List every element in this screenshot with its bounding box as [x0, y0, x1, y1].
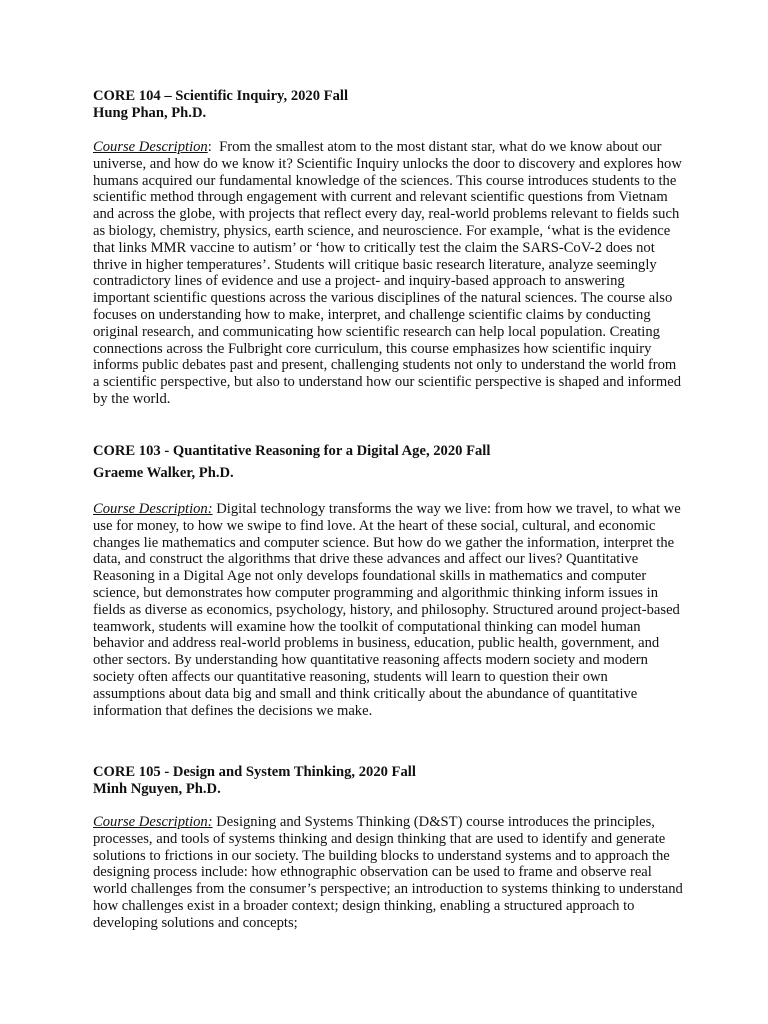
course-description-separator: :	[207, 139, 220, 155]
course-title: CORE 103 - Quantitative Reasoning for a Digital Age, 2020 Fall	[93, 443, 491, 459]
course-description-text: Designing and Systems Thinking (D&ST) course introduces the principles, processes, and tools of systems thinking and design thinking that are used to identify and generate solutions to frictions in our society. The building blocks to understand systems and to approach the designing process include: how ethnographic observation can be used to frame and observe real world challenges from the consumer’s perspective; an introduction to systems thinking to understand how challenges exist in a broader context; design thinking, enabling a structured approach to developing solutions and concepts;	[93, 814, 683, 931]
course-section	[93, 443, 683, 719]
course-description-text: Digital technology transforms the way we live: from how we travel, to what we use for money, to how we swipe to find love. At the heart of these social, cultural, and economic changes lie mathematics and computer science. But how do we gather the information, interpret the data, and construct the algorithms that drive these advances and affect our lives? Quantitative Reasoning in a Digital Age not only develops foundational skills in mathematics and computer science, but demonstrates how computer programming and algorithmic thinking inform issues in fields as diverse as economics, psychology, history, and philosophy. Structured around project-based teamwork, students will examine how the toolkit of computational thinking can model human behavior and address real-world problems in business, education, public health, government, and other sectors. By understanding how quantitative reasoning affects modern society and modern society often affects our quantitative reasoning, students will learn to question their own assumptions about data big and small and think critically about the abundance of quantitative information that defines the decisions we make.	[93, 501, 681, 719]
course-section	[93, 88, 683, 408]
course-description	[93, 501, 683, 719]
course-description	[93, 139, 683, 408]
course-section	[93, 764, 683, 932]
course-description	[93, 814, 683, 932]
course-instructor: Graeme Walker, Ph.D.	[93, 465, 234, 481]
course-description-label: Course Description	[93, 139, 208, 155]
course-title: CORE 105 - Design and System Thinking, 2020 Fall	[93, 764, 416, 780]
course-description-text: From the smallest atom to the most distant star, what do we know about our universe, and how do we know it? Scientific Inquiry unlocks the door to discovery and explores how humans acquired our fundamental knowledge of the sciences. This course introduces students to the scientific method through engagement with current and relevant scientific questions from Vietnam and across the globe, with projects that reflect every day, real-world problems relevant to fields such as biology, chemistry, physics, earth science, and neuroscience. For example, ‘what is the evidence that links MMR vaccine to autism’ or ‘how to critically test the claim the SARS-CoV-2 does not thrive in higher temperatures’. Students will critique basic research literature, analyze seemingly contradictory lines of evidence and use a project- and inquiry-based approach to answering important scientific questions across the various disciplines of the natural sciences. The course also focuses on understanding how to make, interpret, and challenge scientific claims by conducting original research, and communicating how scientific research can help local population. Creating connections across the Fulbright core curriculum, this course emphasizes how scientific inquiry informs public debates past and present, challenging students not only to understand the world from a scientific perspective, but also to understand how our scientific perspective is shaped and informed by the world.	[93, 139, 682, 407]
course-title: CORE 104 – Scientific Inquiry, 2020 Fall	[93, 88, 348, 104]
course-instructor: Hung Phan, Ph.D.	[93, 105, 207, 121]
course-description-label: Course Description:	[93, 501, 213, 517]
course-description-label: Course Description:	[93, 814, 213, 830]
course-instructor: Minh Nguyen, Ph.D.	[93, 781, 221, 797]
